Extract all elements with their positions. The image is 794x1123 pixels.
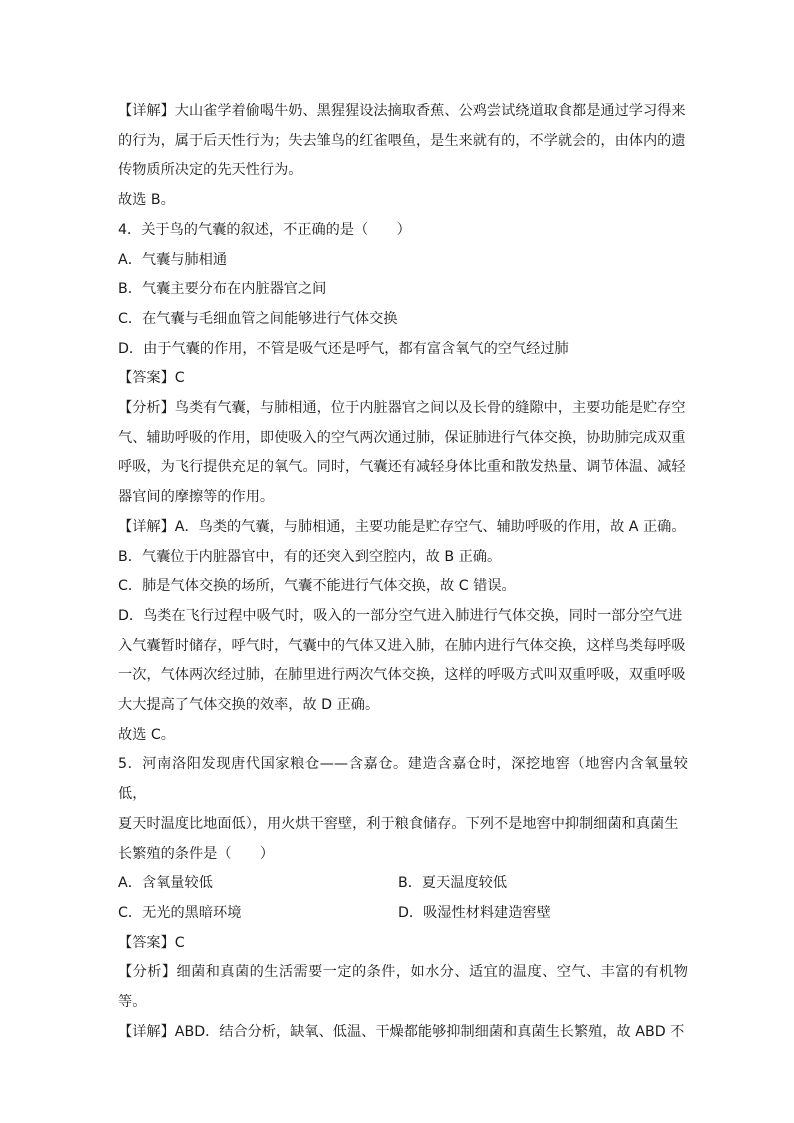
- q5-answer: 【答案】C: [118, 934, 185, 951]
- q5-analysis: 【分析】细菌和真菌的生活需要一定的条件，如水分、适宜的温度、空气、丰富的有机物等。: [118, 964, 688, 1011]
- q4-choose: 故选 C。: [118, 726, 175, 743]
- q4-analysis-line: 【分析】鸟类有气囊，与肺相通，位于内脏器官之间以及长骨的缝隙中，主要功能是贮存空: [118, 400, 686, 417]
- q4-option-b: B．气囊主要分布在内脏器官之间: [118, 281, 327, 298]
- q5-stem-line: 5．河南洛阳发现唐代国家粮仓——含嘉仓。建造含嘉仓时，深挖地窖（地窖内含氧量较低，: [118, 756, 688, 803]
- q4-detail-line: B．气囊位于内脏器官中，有的还突入到空腔内，故 B 正确。: [118, 548, 502, 565]
- q4-option-d: D．由于气囊的作用，不管是吸气还是呼气，都有富含氧气的空气经过肺: [118, 340, 569, 357]
- q3-detail-line: 的行为，属于后天性行为；失去雏鸟的红雀喂鱼，是生来就有的，不学就会的，由体内的遗: [118, 132, 686, 149]
- q4-option-c: C．在气囊与毛细血管之间能够进行气体交换: [118, 310, 398, 327]
- document-content: [118, 97, 688, 1048]
- q4-option-a: A．气囊与肺相通: [118, 251, 228, 268]
- q5-option-b: B．夏天温度较低: [398, 875, 508, 892]
- q4-analysis-line: 气、辅助呼吸的作用，即使吸入的空气两次通过肺，保证肺进行气体交换，协助肺完成双重: [118, 429, 686, 446]
- q4-detail-line: 【详解】A．鸟类的气囊，与肺相通，主要功能是贮存空气、辅助呼吸的作用，故 A 正确。: [118, 518, 686, 535]
- q5-option-d: D．吸湿性材料建造窖壁: [398, 904, 551, 921]
- q4-detail-line: 一次，气体两次经过肺，在肺里进行两次气体交换，这样的呼吸方式叫双重呼吸，双重呼吸: [118, 667, 686, 684]
- q5-option-c: C．无光的黑暗环境: [118, 904, 242, 921]
- q4-stem: 4．关于鸟的气囊的叙述，不正确的是（ ）: [118, 221, 411, 238]
- q5-option-a: A．含氧量较低: [118, 875, 213, 892]
- q3-detail-line: 【详解】大山雀学着偷喝牛奶、黑猩猩设法摘取香蕉、公鸡尝试绕道取食都是通过学习得来: [118, 103, 686, 119]
- q5-options-row: [118, 869, 688, 899]
- q4-analysis-line: 呼吸，为飞行提供充足的氧气。同时，气囊还有减轻身体比重和散发热量、调节体温、减轻: [118, 459, 686, 476]
- q4-answer: 【答案】C: [118, 370, 185, 387]
- q5-detail-line: 【详解】ABD．结合分析，缺氧、低温、干燥都能够抑制细菌和真菌生长繁殖，故 ABD 不: [118, 1023, 685, 1040]
- q4-detail-line: C．肺是气体交换的场所，气囊不能进行气体交换，故 C 错误。: [118, 578, 516, 595]
- q4-detail-line: 入气囊暂时储存，呼气时，气囊中的气体又进入肺，在肺内进行气体交换，这样鸟类每呼吸: [118, 637, 686, 654]
- q5-stem-line: 长繁殖的条件是（ ）: [118, 845, 275, 862]
- q4-analysis-line: 器官间的摩擦等的作用。: [118, 489, 275, 506]
- q4-detail-line: 大大提高了气体交换的效率，故 D 正确。: [118, 697, 380, 714]
- q5-options-row: [118, 899, 688, 929]
- q3-detail-line: 传物质所决定的先天性行为。: [118, 162, 303, 179]
- q3-choose: 故选 B。: [118, 192, 175, 209]
- q4-detail-line: D．鸟类在飞行过程中吸气时，吸入的一部分空气进入肺进行气体交换，同时一部分空气进: [118, 607, 683, 624]
- q5-stem-line: 夏天时温度比地面低），用火烘干窖壁，利于粮食储存。下列不是地窖中抑制细菌和真菌生: [118, 815, 679, 832]
